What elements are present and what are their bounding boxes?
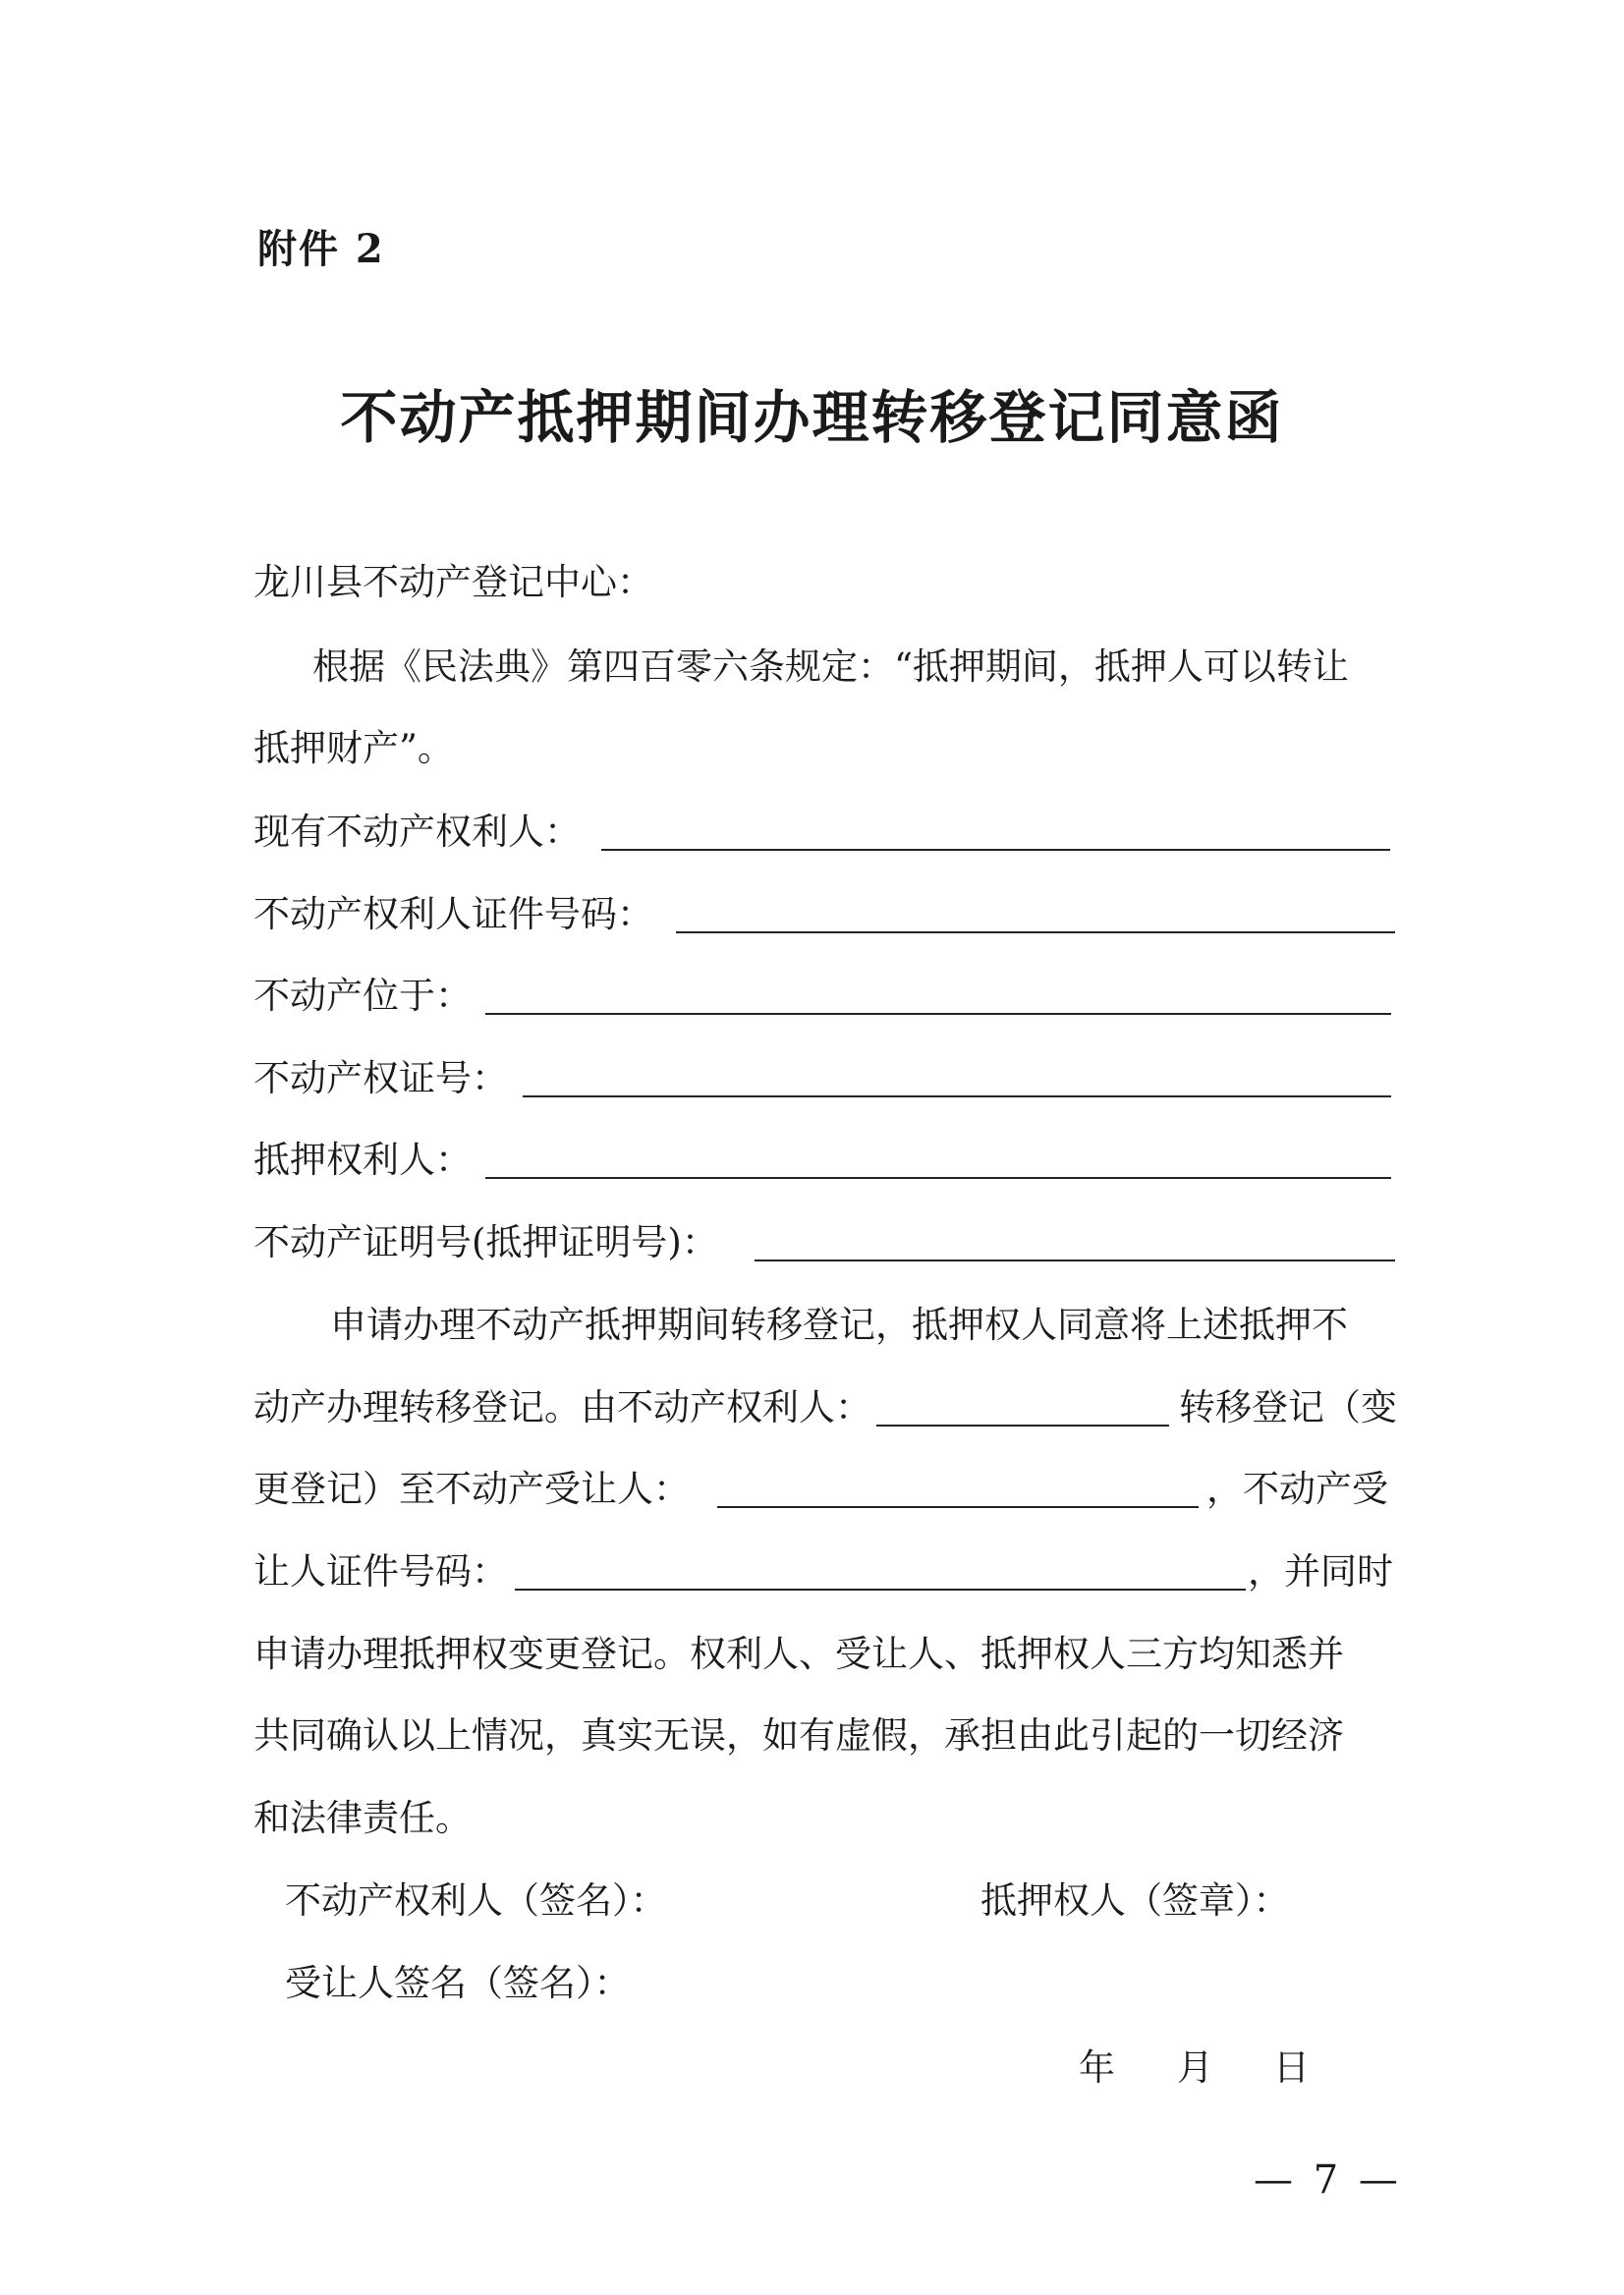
statement-transferee-line[interactable] [717, 1506, 1199, 1508]
intro-line-2: 抵押财产”。 [253, 727, 454, 769]
signature-holder: 不动产权利人（签名）： [285, 1879, 667, 1922]
field-proof-no-line[interactable] [755, 1259, 1395, 1261]
field-holder-id-label: 不动产权利人证件号码： [253, 893, 653, 935]
attachment-label: 附件 2 [257, 226, 385, 272]
statement-line-4b: ，并同时 [1248, 1550, 1393, 1593]
document-title: 不动产抵押期间办理转移登记同意函 [340, 384, 1284, 451]
field-proof-no-label: 不动产证明号(抵押证明号)： [253, 1221, 718, 1263]
statement-line-3a: 更登记）至不动产受让人： [253, 1468, 690, 1510]
statement-line-4a: 让人证件号码： [253, 1550, 508, 1593]
field-holder-line[interactable] [601, 849, 1390, 851]
date-day: 日 [1273, 2046, 1310, 2089]
field-location-label: 不动产位于： [253, 975, 472, 1017]
field-holder-id-line[interactable] [676, 931, 1395, 933]
statement-holder-line[interactable] [876, 1425, 1169, 1427]
field-mortgagee-label: 抵押权利人： [253, 1139, 472, 1181]
intro-line-1: 根据《民法典》第四百零六条规定：“抵押期间，抵押人可以转让 [312, 645, 1349, 688]
statement-line-2b: 转移登记（变 [1179, 1386, 1397, 1428]
statement-line-3b: ，不动产受 [1206, 1468, 1388, 1510]
statement-line-5: 申请办理抵押权变更登记。权利人、受让人、抵押权人三方均知悉并 [253, 1633, 1344, 1675]
statement-line-6: 共同确认以上情况，真实无误，如有虚假，承担由此引起的一切经济 [253, 1714, 1344, 1757]
statement-transferee-id-line[interactable] [515, 1589, 1246, 1591]
page-number: — 7 — [1254, 2157, 1402, 2203]
field-cert-no-label: 不动产权证号： [253, 1057, 508, 1099]
statement-line-7: 和法律责任。 [253, 1797, 472, 1839]
field-cert-no-line[interactable] [523, 1095, 1391, 1097]
statement-line-1: 申请办理不动产抵押期间转移登记，抵押权人同意将上述抵押不 [330, 1304, 1348, 1346]
field-holder-label: 现有不动产权利人： [253, 811, 581, 853]
signature-transferee: 受让人签名（签名）： [285, 1962, 631, 2004]
addressee: 龙川县不动产登记中心： [253, 561, 653, 603]
field-mortgagee-line[interactable] [485, 1177, 1391, 1179]
date-month: 月 [1177, 2046, 1213, 2089]
date-year: 年 [1079, 2046, 1115, 2089]
statement-line-2a: 动产办理转移登记。由不动产权利人： [253, 1386, 871, 1428]
field-location-line[interactable] [485, 1013, 1391, 1015]
signature-mortgagee: 抵押权人（签章）： [980, 1879, 1290, 1922]
